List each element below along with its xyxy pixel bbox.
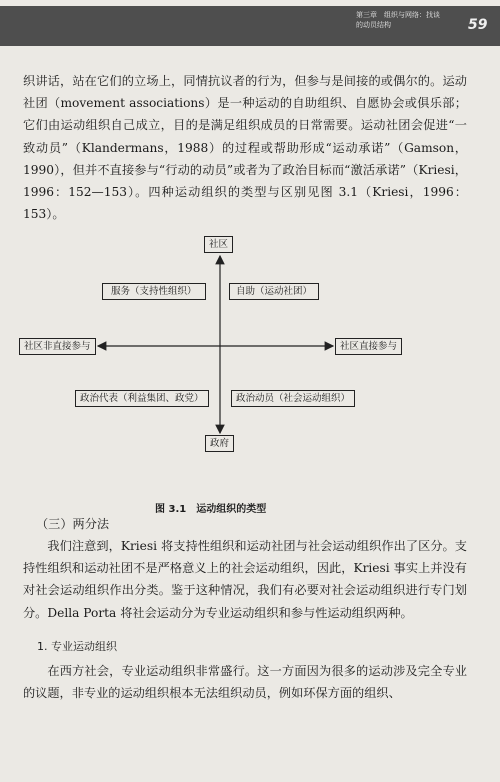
paragraph-3 — [23, 660, 467, 704]
paragraph-3-text: 在西方社会，专业运动组织非常盛行。这一方面因为很多的运动涉及完全专业的议题，非专业的运动组织根本无法组织动员，例如环保方面的组织、 — [23, 664, 467, 701]
subheading: 1. 专业运动组织 — [37, 640, 117, 653]
label-community: 社区 — [204, 236, 233, 253]
figure-axes — [15, 228, 485, 490]
figure-caption: 图 3.1 运动组织的类型 — [155, 504, 267, 515]
chapter-title-line1: 第三章 组织与网络：找谈 — [356, 11, 440, 19]
quadrant-political-representation: 政治代表（利益集团、政党） — [75, 390, 209, 407]
quadrant-self-help: 自助（运动社团） — [229, 283, 319, 300]
figure-3-1 — [15, 228, 485, 490]
paragraph-1-text: 织讲话，站在它们的立场上，同情抗议者的行为，但参与是间接的或偶尔的。运动社团（movement associations）是一种运动的自助组织、自愿协会或俱乐部；它们由运动组织自己成立，目的是满足组织成员的日常需要。运动社团会促进“一致动员”（Klandermans，1988）的过程或帮助形成“运动承诺”（Gamson，1990），但并不直接参与“行动的动员”或者为了政治目标而“激活承诺”（Kriesi，1996：152—153）。四种运动组织的类型与区别见图 3.1（Kriesi，1996：153）。 — [23, 74, 467, 222]
paragraph-2-text: 我们注意到，Kriesi 将支持性组织和运动社团与社会运动组织作出了区分。支持性组织和运动社团不是严格意义上的社会运动组织，因此，Kriesi 事实上并没有对社会运动组织作出分类。鉴于这种情况，我们有必要对社会运动组织进行专门划分。Della Porta 将社会运动分为专业运动组织和参与性运动组织两种。 — [23, 539, 467, 620]
label-indirect-participation: 社区非直接参与 — [19, 338, 96, 355]
label-direct-participation: 社区直接参与 — [335, 338, 402, 355]
quadrant-service: 服务（支持性组织） — [102, 283, 206, 300]
paragraph-1 — [23, 70, 467, 225]
chapter-title — [356, 10, 466, 30]
page-number: 59 — [468, 17, 488, 33]
section-heading: （三）两分法 — [36, 517, 110, 531]
paragraph-2 — [23, 535, 467, 624]
chapter-title-line2: 的动员结构 — [356, 21, 391, 29]
quadrant-political-mobilization: 政治动员（社会运动组织） — [231, 390, 355, 407]
label-government: 政府 — [205, 435, 234, 452]
